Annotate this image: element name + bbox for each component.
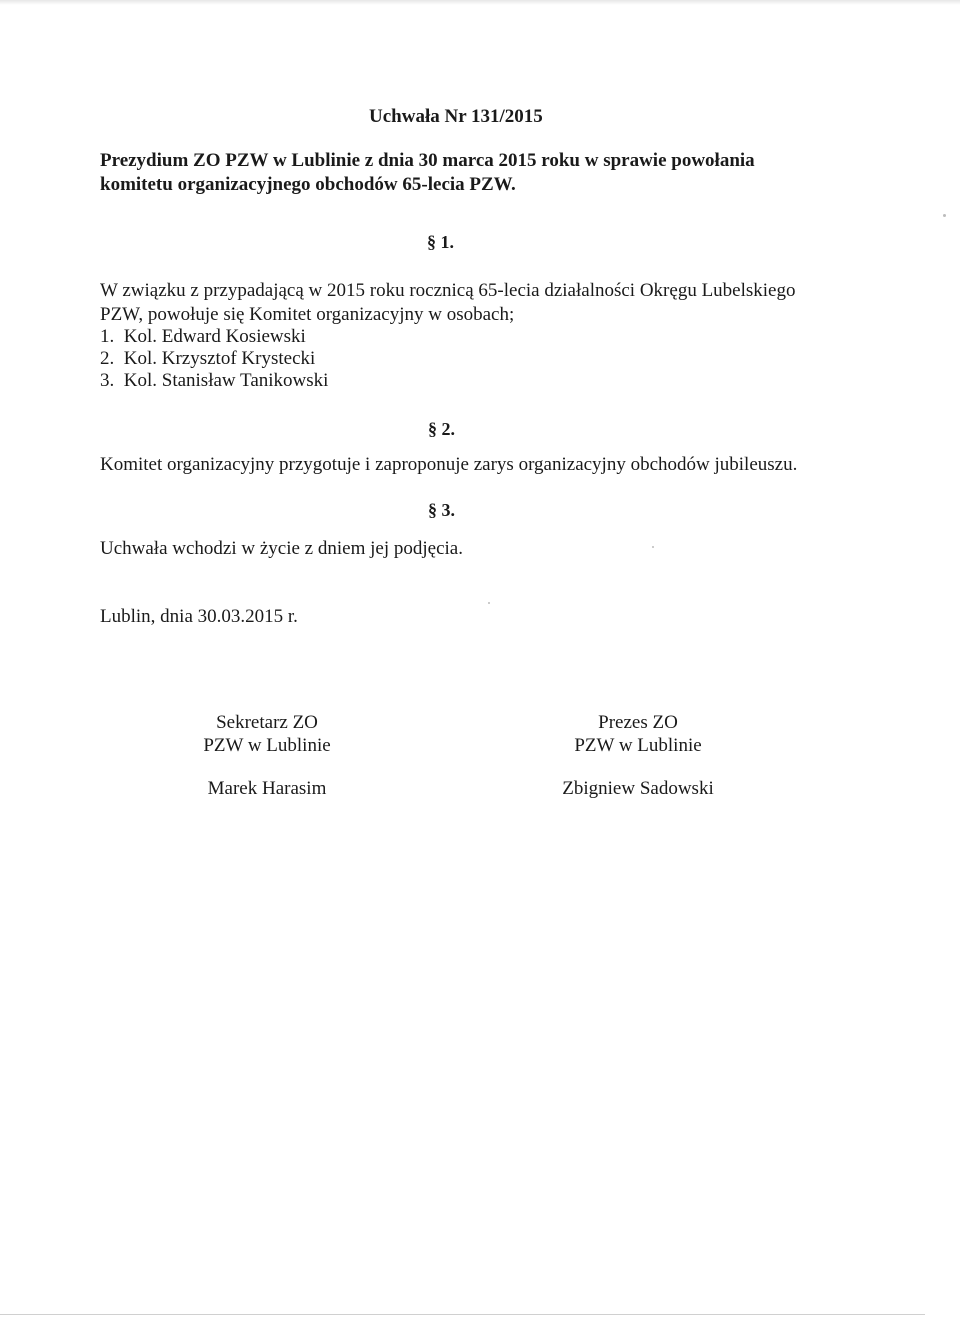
right-signature-role: Prezes ZO xyxy=(598,712,678,733)
member-list-item: 3. Kol. Stanisław Tanikowski xyxy=(100,370,329,391)
scan-speck xyxy=(943,214,946,217)
section-1-text-line-1: W związku z przypadającą w 2015 roku rocznicą 65-lecia działalności Okręgu Lubelskiego xyxy=(100,280,796,301)
section-1-heading: § 1. xyxy=(427,232,454,252)
left-signature-role: Sekretarz ZO xyxy=(216,712,318,733)
section-1-text-line-2: PZW, powołuje się Komitet organizacyjny w osobach; xyxy=(100,304,515,325)
section-2-text: Komitet organizacyjny przygotuje i zaproponuje zarys organizacyjny obchodów jubileuszu. xyxy=(100,454,798,475)
left-signature-organization: PZW w Lublinie xyxy=(203,735,331,756)
scan-edge-bottom xyxy=(0,1314,925,1315)
subject-line-1: Prezydium ZO PZW w Lublinie z dnia 30 marca 2015 roku w sprawie powołania xyxy=(100,150,755,171)
section-3-text: Uchwała wchodzi w życie z dniem jej podjęcia. xyxy=(100,538,463,559)
member-list-item: 2. Kol. Krzysztof Krystecki xyxy=(100,348,316,369)
scan-speck xyxy=(652,546,654,548)
scan-edge-top xyxy=(0,0,960,5)
member-list-item: 1. Kol. Edward Kosiewski xyxy=(100,326,306,347)
left-signature-name: Marek Harasim xyxy=(207,778,327,799)
scan-speck xyxy=(488,602,490,604)
subject-line-2: komitetu organizacyjnego obchodów 65-lecia PZW. xyxy=(100,174,516,195)
right-signature-organization: PZW w Lublinie xyxy=(574,735,702,756)
section-2-heading: § 2. xyxy=(428,419,455,439)
document-title: Uchwała Nr 131/2015 xyxy=(369,106,543,127)
place-and-date: Lublin, dnia 30.03.2015 r. xyxy=(100,606,298,627)
section-3-heading: § 3. xyxy=(428,500,455,520)
right-signature-name: Zbigniew Sadowski xyxy=(562,778,714,799)
